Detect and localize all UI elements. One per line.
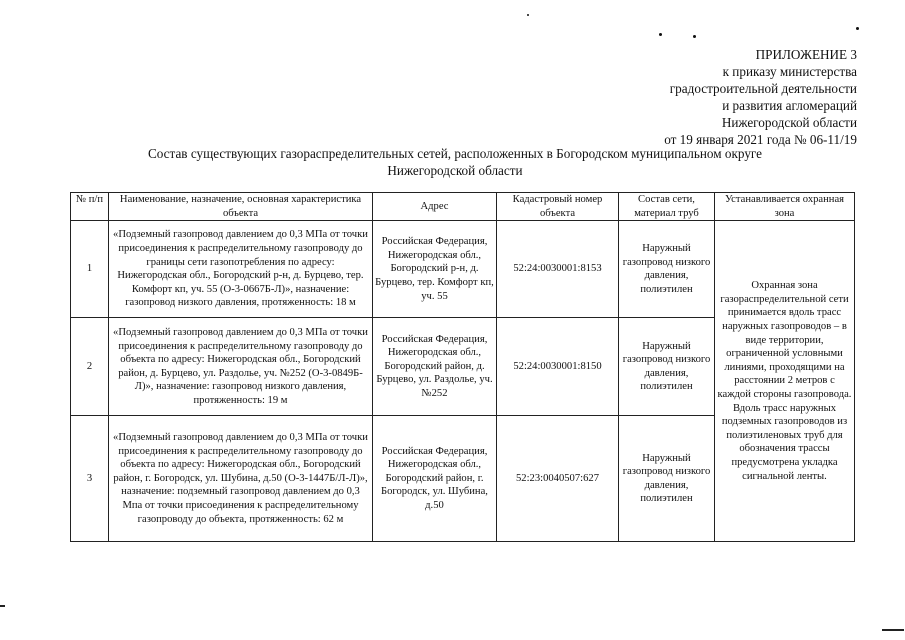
- header-name: Наименование, назначение, основная характеристика объекта: [109, 193, 373, 221]
- header-address: Адрес: [373, 193, 497, 221]
- cell-address: Российская Федерация, Нижегородская обл., Богородский р-н, д. Бурцево, тер. Комфорт кп, уч. 55: [373, 221, 497, 318]
- cell-address: Российская Федерация, Нижегородская обл., Богородский район, г. Богородск, ул. Шубина, д.50: [373, 416, 497, 542]
- appendix-label: ПРИЛОЖЕНИЕ 3: [755, 47, 857, 62]
- scan-speck: [856, 27, 859, 30]
- gas-network-table: [70, 192, 855, 542]
- document-title: [60, 145, 850, 179]
- cell-cadastral: 52:23:0040507:627: [497, 416, 619, 542]
- cell-name: «Подземный газопровод давлением до 0,3 МПа от точки присоединения к распределительному газопроводу до объекта по адресу: Нижегородская обл., Богородский район, г. Богородск, ул. Шубина, д.50 (О-3-1447Б/Л-Л)», назначение: подземный газопровод давлением до 0,3 Мпа от точки присоединения к распределительному газопроводу до объекта, протяженность: 62 м: [109, 416, 373, 542]
- header-num: № п/п: [71, 193, 109, 221]
- cell-composition: Наружный газопровод низкого давления, полиэтилен: [619, 416, 715, 542]
- ministry-name: градостроительной деятельности: [669, 81, 857, 96]
- cell-name: «Подземный газопровод давлением до 0,3 МПа от точки присоединения к распределительному газопроводу до границы сети газопотребления по адресу: Нижегородская обл., Богородский р-н, д. Бурцево, тер. Комфорт кп, уч. 55 (О-3-0667Б-Л)», назначение: газопровод низкого давления, протяженность: 18 м: [109, 221, 373, 318]
- order-reference: к приказу министерства: [722, 64, 857, 79]
- header-cadastral: Кадастровый номер объекта: [497, 193, 619, 221]
- table-row: [71, 221, 855, 318]
- title-line-1: Состав существующих газораспределительных сетей, расположенных в Богородском муниципальном округе: [147, 146, 763, 161]
- cell-composition: Наружный газопровод низкого давления, полиэтилен: [619, 318, 715, 416]
- table-header-row: [71, 193, 855, 221]
- document-header: [664, 46, 857, 148]
- cell-address: Российская Федерация, Нижегородская обл., Богородский район, д. Бурцево, ул. Раздолье, уч. №252: [373, 318, 497, 416]
- title-line-2: Нижегородской области: [387, 163, 523, 178]
- scan-speck: [693, 35, 696, 38]
- cell-name: «Подземный газопровод давлением до 0,3 МПа от точки присоединения к распределительному газопроводу до объекта по адресу: Нижегородская обл., Богородский район, д. Бурцево, ул. Раздолье, уч. №252 (О-3-0849Б-Л)», назначение: газопровод низкого давления, протяженность: 19 м: [109, 318, 373, 416]
- scan-edge: [882, 629, 904, 631]
- region-name: Нижегородской области: [721, 115, 857, 130]
- cell-cadastral: 52:24:0030001:8150: [497, 318, 619, 416]
- scan-mark: [0, 605, 5, 607]
- order-date-number: от 19 января 2021 года № 06-11/19: [664, 132, 857, 147]
- ministry-name-cont: и развития агломераций: [722, 98, 857, 113]
- cell-zone: Охранная зона газораспределительной сети принимается вдоль трасс наружных газопроводов – в виде территории, ограниченной условными линиями, проходящими на расстоянии 2 метров с каждой стороны газопровода. Вдоль трасс наружных подземных газопроводов из полиэтиленовых труб для обозначения трассы предусмотрена укладка сигнальной ленты.: [715, 221, 855, 542]
- header-zone: Устанавливается охранная зона: [715, 193, 855, 221]
- scan-speck: [659, 33, 662, 36]
- cell-composition: Наружный газопровод низкого давления, полиэтилен: [619, 221, 715, 318]
- cell-cadastral: 52:24:0030001:8153: [497, 221, 619, 318]
- cell-num: 2: [71, 318, 109, 416]
- cell-num: 1: [71, 221, 109, 318]
- scan-speck: [527, 14, 529, 16]
- cell-num: 3: [71, 416, 109, 542]
- header-composition: Состав сети, материал труб: [619, 193, 715, 221]
